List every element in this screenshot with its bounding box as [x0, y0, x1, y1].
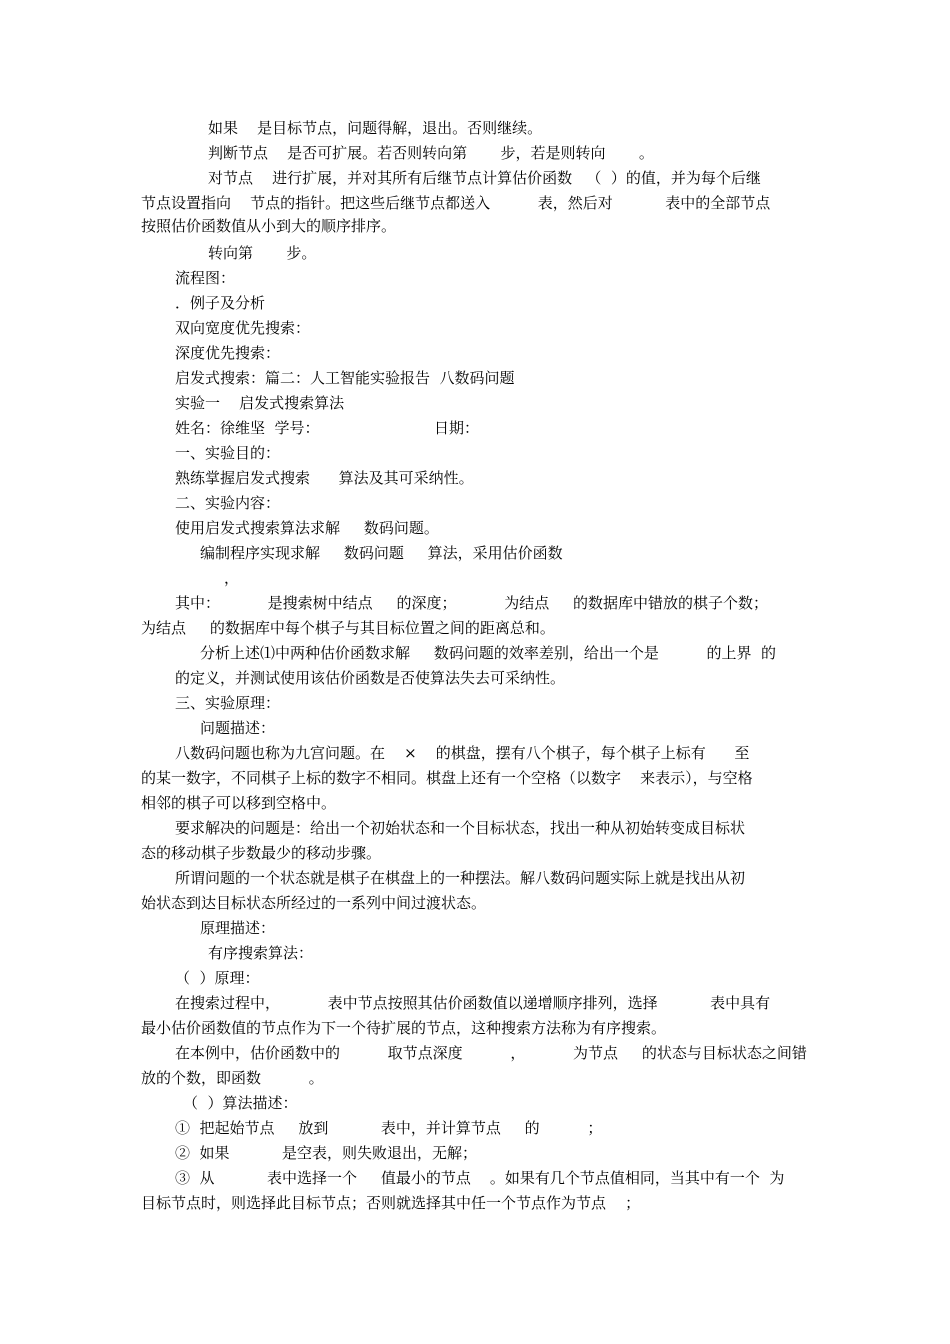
section-heading: 一、实验目的：	[175, 444, 281, 462]
subsection-heading: （ ）原理：	[175, 969, 260, 987]
text-line: 最小估价函数值的节点作为下一个待扩展的节点，这种搜索方法称为有序搜索。	[141, 1019, 667, 1037]
text-line: 在本例中，估价函数中的 取节点深度 ， 为节点 的状态与目标状态之间错	[175, 1044, 807, 1062]
text-line: 如果 是目标节点，问题得解，退出。否则继续。	[208, 119, 543, 137]
text-line: 转向第 步。	[208, 244, 317, 262]
subsection-heading: 原理描述：	[200, 919, 276, 937]
section-heading: ．例子及分析	[175, 294, 266, 312]
list-item: ② 如果 是空表，则失败退出，无解；	[175, 1144, 477, 1162]
text-line: 八数码问题也称为九宫问题。在 × 的棋盘，摆有八个棋子，每个棋子上标有 至	[175, 744, 750, 762]
text-line: 态的移动棋子步数最少的移动步骤。	[141, 844, 382, 862]
section-heading: 三、实验原理：	[175, 694, 281, 712]
text-line: 其中： 是搜索树中结点 的深度； 为结点 的数据库中错放的棋子个数；	[175, 594, 769, 612]
text-line: 判断节点 是否可扩展。若否则转向第 步，若是则转向 。	[208, 144, 654, 162]
list-item: ③ 从 表中选择一个 值最小的节点 。如果有几个节点值相同，当其中有一个 为	[175, 1169, 785, 1187]
text-line: 流程图：	[175, 269, 236, 287]
text-line: 使用启发式搜索算法求解 数码问题。	[175, 519, 439, 537]
text-line: 节点设置指向 节点的指针。把这些后继节点都送入 表，然后对 表中的全部节点	[141, 194, 771, 212]
subsection-heading: （ ）算法描述：	[183, 1094, 298, 1112]
section-heading: 二、实验内容：	[175, 494, 281, 512]
text-line: 的定义，并测试使用该估价函数是否使算法失去可采纳性。	[175, 669, 566, 687]
author-info: 姓名：徐维坚 学号： 日期：	[175, 419, 479, 437]
text-line: 启发式搜索：篇二：人工智能实验报告 八数码问题	[175, 369, 515, 387]
experiment-title: 实验一 启发式搜索算法	[175, 394, 345, 412]
text-line: 始状态到达目标状态所经过的一系列中间过渡状态。	[141, 894, 487, 912]
text-line: 双向宽度优先搜索：	[175, 319, 311, 337]
text-line: 要求解决的问题是：给出一个初始状态和一个目标状态，找出一种从初始转变成目标状	[175, 819, 746, 837]
text-line: 的某一数字，不同棋子上标的数字不相同。棋盘上还有一个空格（以数字 来表示），与空格	[141, 769, 753, 787]
text-line: 为结点 的数据库中每个棋子与其目标位置之间的距离总和。	[141, 619, 555, 637]
text-line: 深度优先搜索：	[175, 344, 281, 362]
text-line: 所谓问题的一个状态就是棋子在棋盘上的一种摆法。解八数码问题实际上就是找出从初	[175, 869, 746, 887]
text-line: 熟练掌握启发式搜索 算法及其可采纳性。	[175, 469, 474, 487]
text-line: 放的个数，即函数 。	[141, 1069, 324, 1087]
subsection-heading: 问题描述：	[200, 719, 276, 737]
list-item: ① 把起始节点 放到 表中，并计算节点 的 ；	[175, 1119, 603, 1137]
text-line: 目标节点时，则选择此目标节点；否则就选择其中任一个节点作为节点 ；	[141, 1194, 641, 1212]
text-line: ，	[224, 569, 240, 587]
text-line: 对节点 进行扩展，并对其所有后继节点计算估价函数 （ ）的值，并为每个后继	[208, 169, 761, 187]
text-line: 分析上述⑴中两种估价函数求解 数码问题的效率差别，给出一个是 的上界 的	[200, 644, 777, 662]
text-line: 相邻的棋子可以移到空格中。	[141, 794, 337, 812]
text-line: 编制程序实现求解 数码问题 算法，采用估价函数	[200, 544, 563, 562]
subsection-heading: 有序搜索算法：	[208, 944, 314, 962]
text-line: 按照估价函数值从小到大的顺序排序。	[141, 217, 397, 235]
text-line: 在搜索过程中， 表中节点按照其估价函数值以递增顺序排列，选择 表中具有	[175, 994, 771, 1012]
